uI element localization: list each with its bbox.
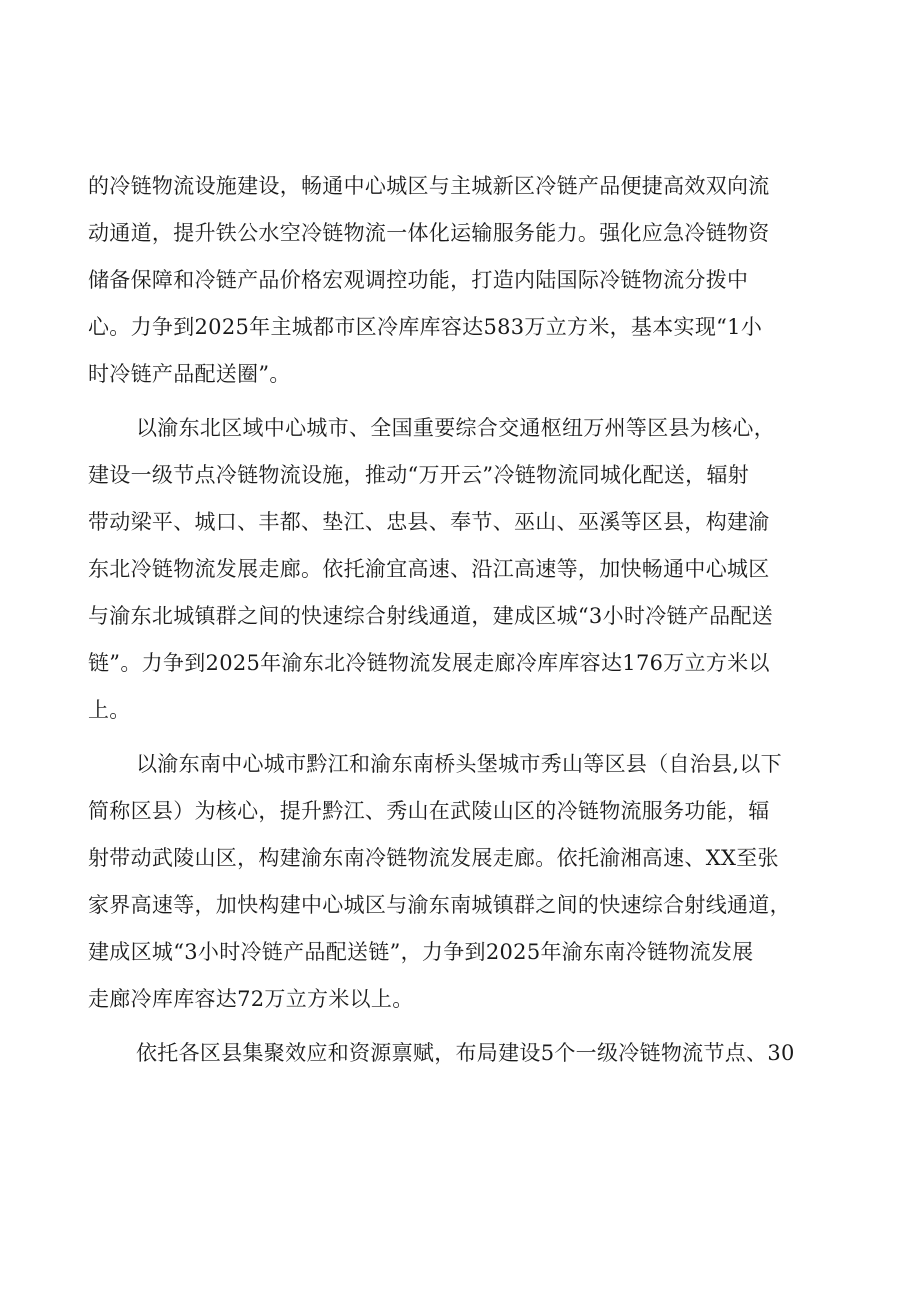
text-line: 时冷链产品配送圈”。 (88, 362, 291, 386)
text-line: 与渝东北城镇群之间的快速综合射线通道，建成区城“3小时冷链产品配送 (88, 604, 773, 628)
paragraph-first-line: 依托各区县集聚效应和资源禀赋，布局建设5个一级冷链物流节点、30 (136, 1041, 795, 1065)
text-line: 的冷链物流设施建设，畅通中心城区与主城新区冷链产品便捷高效双向流 (88, 174, 770, 198)
text-line: 东北冷链物流发展走廊。依托渝宜高速、沿江高速等，加快畅通中心城区 (88, 557, 770, 581)
text-line: 简称区县）为核心，提升黔江、秀山在武陵山区的冷链物流服务功能，辐 (88, 799, 770, 823)
text-line: 射带动武陵山区，构建渝东南冷链物流发展走廊。依托渝湘高速、XX至张 (88, 846, 779, 870)
paragraph-first-line: 以渝东北区域中心城市、全国重要综合交通枢纽万州等区县为核心， (136, 416, 775, 440)
text-line: 上。 (88, 698, 131, 722)
text-line: 建成区城“3小时冷链产品配送链”，力争到2025年渝东南冷链物流发展 (88, 940, 754, 964)
paragraph-first-line: 以渝东南中心城市黔江和渝东南桥头堡城市秀山等区县（自治县,以下 (136, 752, 782, 776)
text-line: 带动梁平、城口、丰都、垫江、忠县、奉节、巫山、巫溪等区县，构建渝 (88, 510, 770, 534)
text-line: 心。力争到2025年主城都市区冷库库容达583万立方米，基本实现“1小 (88, 315, 763, 339)
text-line: 建设一级节点冷链物流设施，推动“万开云”冷链物流同城化配送，辐射 (88, 463, 750, 487)
text-line: 动通道，提升铁公水空冷链物流一体化运输服务能力。强化应急冷链物资 (88, 221, 770, 245)
text-line: 家界高速等，加快构建中心城区与渝东南城镇群之间的快速综合射线通道， (88, 893, 791, 917)
text-line: 储备保障和冷链产品价格宏观调控功能，打造内陆国际冷链物流分拨中 (88, 268, 749, 292)
text-line: 链”。力争到2025年渝东北冷链物流发展走廊冷库库容达176万立方米以 (88, 651, 770, 675)
text-line: 走廊冷库库容达72万立方米以上。 (88, 987, 414, 1011)
